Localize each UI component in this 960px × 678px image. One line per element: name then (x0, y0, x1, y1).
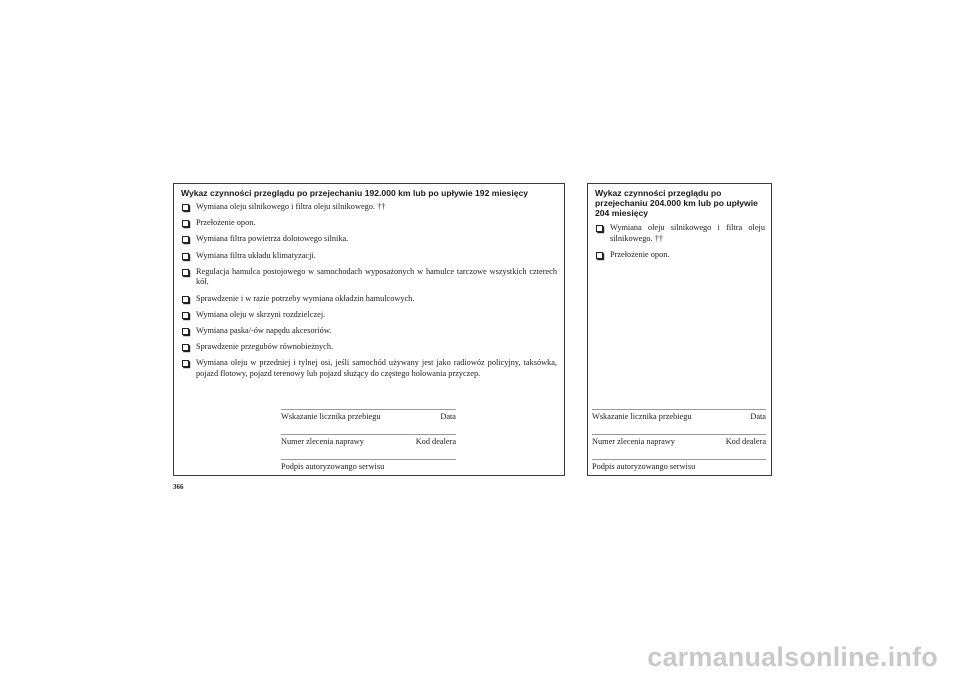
page-number: 366 (173, 483, 184, 491)
checkbox-icon[interactable] (182, 220, 189, 227)
signature-label: Podpis autoryzowango serwisu (281, 462, 385, 471)
checkbox-icon[interactable] (182, 312, 189, 319)
task-list (595, 223, 765, 266)
odometer-label: Wskazanie licznika przebiegu (281, 412, 381, 421)
signature-block (592, 409, 766, 484)
task-item (181, 358, 557, 379)
task-label: Wymiana filtra układu klimatyzacji. (196, 250, 316, 260)
task-item (181, 234, 557, 245)
task-label: Wymiana oleju silnikowego i filtra oleju silnikowego. †† (610, 223, 765, 243)
signature-row[interactable] (281, 459, 456, 474)
task-item (181, 294, 557, 305)
task-label: Sprawdzenie przegubów równobieżnych. (196, 342, 334, 352)
task-item (181, 218, 557, 229)
repair-order-label: Numer zlecenia naprawy (592, 437, 675, 446)
dealer-code-label: Kod dealera (725, 437, 766, 446)
task-label: Wymiana oleju w przedniej i tylnej osi, jeśli samochód używany jest jako radiowóz policyjny, taksówka, pojazd flotowy, pojazd terenowy lub pojazd służący do częstego holowania przyczep. (196, 358, 557, 378)
checkbox-icon[interactable] (182, 360, 189, 367)
task-item (595, 223, 765, 244)
checkbox-icon[interactable] (182, 253, 189, 260)
signature-block (281, 409, 456, 484)
task-item (181, 251, 557, 262)
task-item (181, 202, 557, 213)
checkbox-icon[interactable] (596, 252, 603, 259)
repair-order-row[interactable] (592, 434, 766, 449)
odometer-row[interactable] (592, 409, 766, 424)
checkbox-icon[interactable] (182, 296, 189, 303)
task-label: Regulacja hamulca postojowego w samochodach wyposażonych w hamulce tarczowe wszystkich czterech kół. (196, 266, 557, 287)
signature-label: Podpis autoryzowango serwisu (592, 462, 696, 471)
service-checklist-192000 (173, 183, 565, 476)
dealer-code-label: Kod dealera (415, 437, 456, 446)
task-item (595, 250, 765, 261)
task-label: Przełożenie opon. (610, 249, 670, 259)
repair-order-label: Numer zlecenia naprawy (281, 437, 364, 446)
checkbox-icon[interactable] (182, 344, 189, 351)
service-checklist-204000 (587, 183, 772, 476)
watermark: carmanualsonline.info (647, 642, 938, 672)
task-list (181, 202, 557, 385)
checkbox-icon[interactable] (182, 328, 189, 335)
checkbox-icon[interactable] (596, 225, 603, 232)
task-item (181, 342, 557, 353)
date-label: Data (750, 412, 766, 421)
panel-title: Wykaz czynności przeglądu po przejechaniu 192.000 km lub po upływie 192 miesięcy (181, 188, 529, 198)
task-label: Sprawdzenie i w razie potrzeby wymiana okładzin hamulcowych. (196, 293, 415, 303)
odometer-label: Wskazanie licznika przebiegu (592, 412, 692, 421)
task-label: Wymiana paska/-ów napędu akcesoriów. (196, 325, 332, 335)
task-label: Wymiana oleju silnikowego i filtra oleju silnikowego. †† (196, 202, 386, 211)
task-label: Wymiana oleju w skrzyni rozdzielczej. (196, 309, 326, 319)
checkbox-icon[interactable] (182, 204, 189, 211)
checkbox-icon[interactable] (182, 269, 189, 276)
odometer-row[interactable] (281, 409, 456, 424)
checkbox-icon[interactable] (182, 236, 189, 243)
date-label: Data (440, 412, 456, 421)
task-label: Wymiana filtra powietrza dolotowego silnika. (196, 234, 349, 244)
signature-row[interactable] (592, 459, 766, 474)
panel-title: Wykaz czynności przeglądu po przejechaniu 204.000 km lub po upływie 204 miesięcy (595, 188, 758, 219)
task-label: Przełożenie opon. (196, 218, 256, 228)
repair-order-row[interactable] (281, 434, 456, 449)
task-item (181, 267, 557, 288)
task-item (181, 310, 557, 321)
task-item (181, 326, 557, 337)
